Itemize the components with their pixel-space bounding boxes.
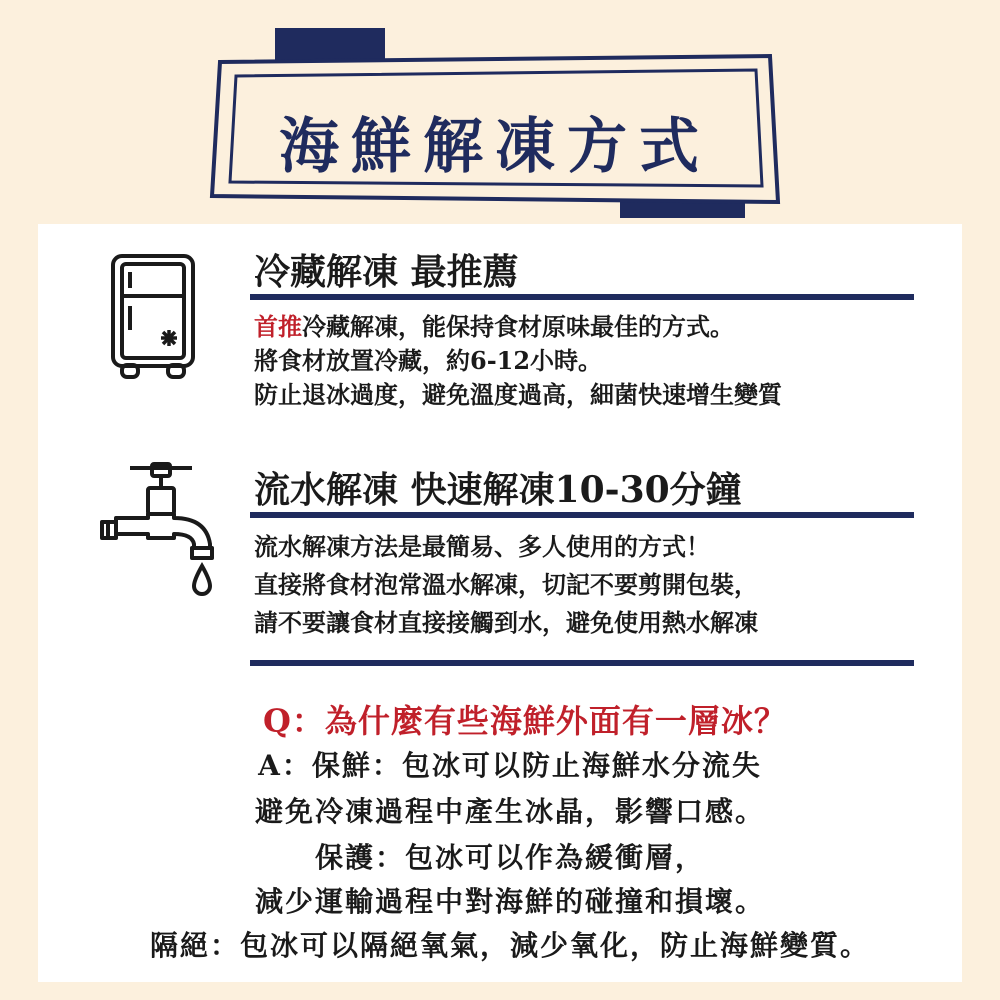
title-banner (200, 20, 790, 220)
content-card (38, 224, 962, 982)
faucet-icon (94, 460, 224, 606)
faq-answer-line: 避免冷凍過程中產生冰晶，影響口感。 (254, 795, 765, 828)
faq-answer-line: A：保鮮：包冰可以防止海鮮水分流失 (258, 749, 762, 782)
water-line-1: 流水解凍方法是最簡易、多人使用的方式！ (254, 532, 710, 561)
section-title-fridge: 冷藏解凍 最推薦 (254, 251, 519, 293)
fridge-line-2: 將食材放置冷藏，約6-12小時。 (254, 346, 603, 375)
highlight-text: 首推 (254, 312, 302, 341)
faq-answer-line: 隔絕：包冰可以隔絕氧氣，減少氧化，防止海鮮變質。 (149, 929, 870, 962)
faq-answer-line: 保護：包冰可以作為緩衝層， (314, 841, 705, 874)
faq-divider (250, 660, 914, 666)
section-divider (250, 512, 914, 518)
faq-question: Q：為什麼有些海鮮外面有一層冰？ (263, 702, 787, 740)
section-title-water: 流水解凍 快速解凍10-30分鐘 (254, 469, 742, 511)
water-line-3: 請不要讓食材直接接觸到水，避免使用熱水解凍 (254, 608, 758, 637)
fridge-icon (108, 250, 198, 384)
fridge-line-1: 首推冷藏解凍，能保持食材原味最佳的方式。 (254, 312, 734, 341)
water-line-2: 直接將食材泡常溫水解凍，切記不要剪開包裝， (254, 570, 758, 599)
page-title: 海鮮解凍方式 (279, 112, 711, 182)
fridge-line-3: 防止退冰過度，避免溫度過高，細菌快速增生變質 (254, 380, 782, 409)
faq-answer-line: 減少運輸過程中對海鮮的碰撞和損壞。 (254, 885, 765, 918)
section-divider (250, 294, 914, 300)
